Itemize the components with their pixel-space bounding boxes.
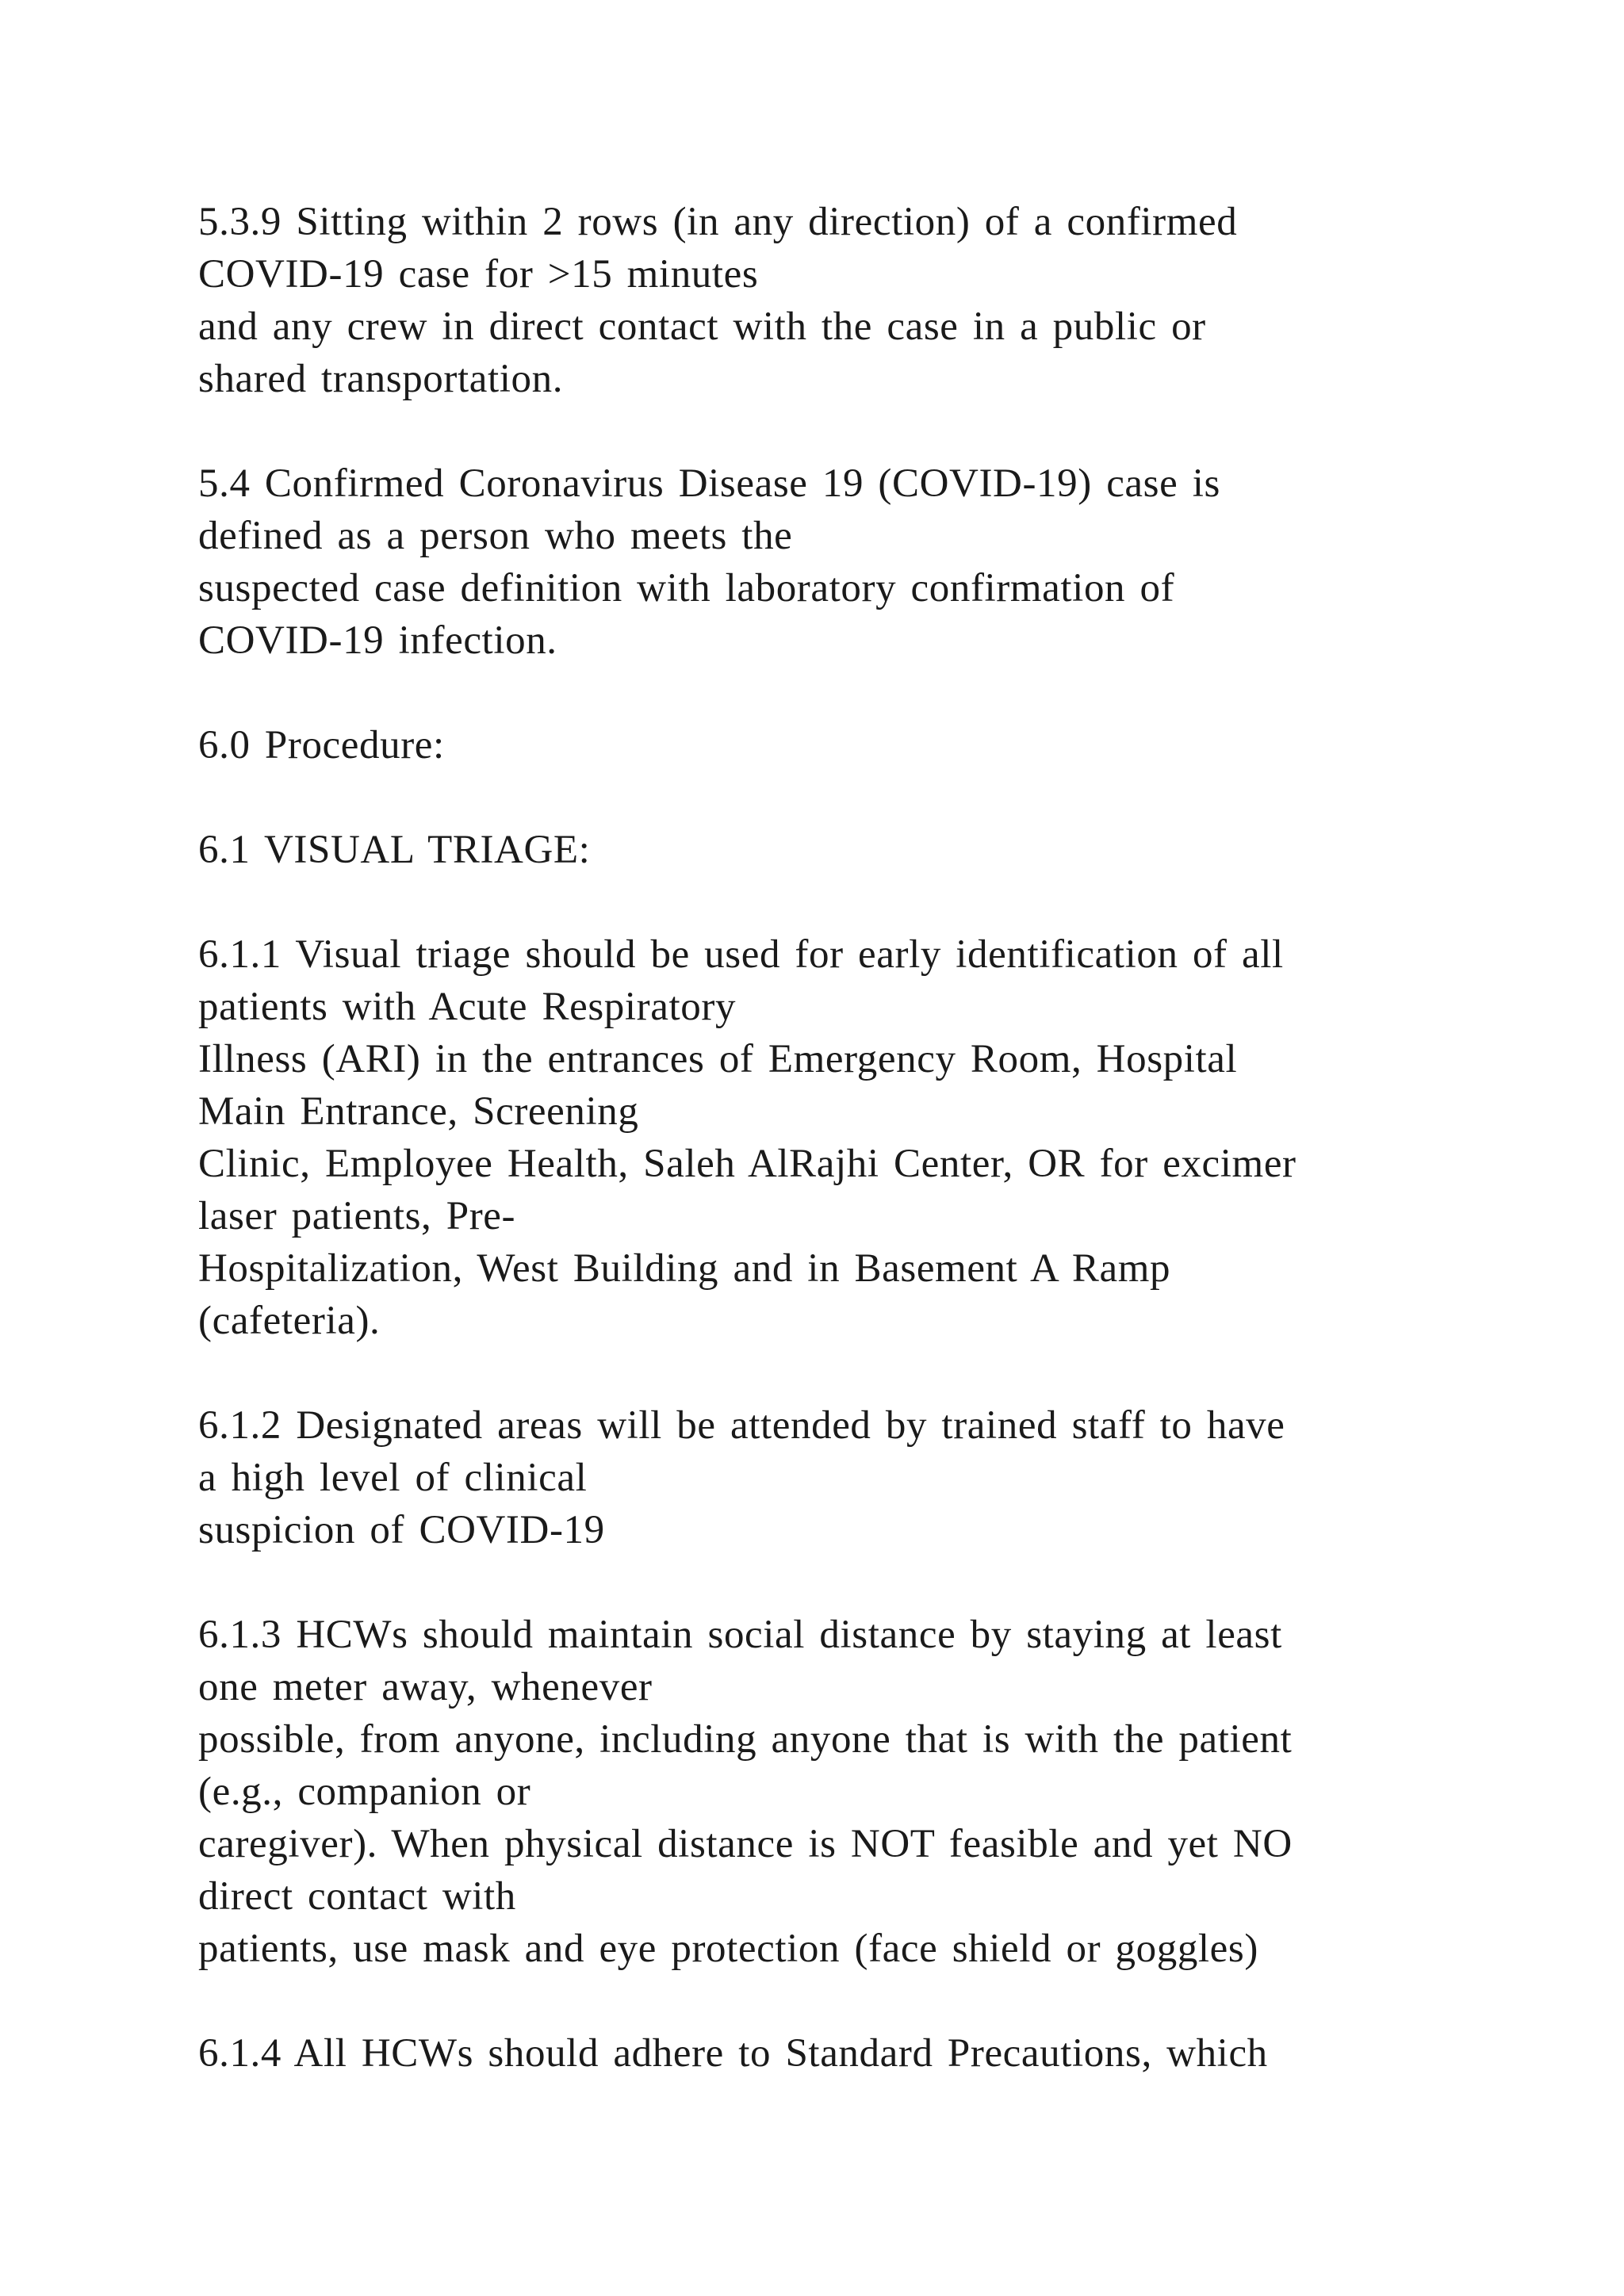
paragraph-6-1-3 (198, 1609, 1499, 1975)
text-line: Illness (ARI) in the entrances of Emergency Room, Hospital (198, 1037, 1238, 1081)
text-line: 5.4 Confirmed Coronavirus Disease 19 (COVID-19) case is (198, 461, 1220, 506)
text-line: direct contact with (198, 1874, 516, 1919)
text-line: a high level of clinical (198, 1456, 588, 1500)
text-line: laser patients, Pre- (198, 1194, 516, 1238)
text-line: 5.3.9 Sitting within 2 rows (in any direction) of a confirmed (198, 200, 1238, 244)
text-line: patients, use mask and eye protection (face shield or goggles) (198, 1927, 1258, 1971)
text-line: caregiver). When physical distance is NOT feasible and yet NO (198, 1822, 1293, 1866)
paragraph-5-3-9 (198, 196, 1499, 405)
text-line: Clinic, Employee Health, Saleh AlRajhi Center, OR for excimer (198, 1142, 1297, 1186)
text-line: 6.1.1 Visual triage should be used for early identification of all (198, 932, 1284, 977)
text-line: shared transportation. (198, 357, 564, 401)
text-line: (e.g., companion or (198, 1770, 531, 1814)
text-line: Main Entrance, Screening (198, 1089, 639, 1134)
text-line: (cafeteria). (198, 1299, 381, 1343)
text-line: 6.1.4 All HCWs should adhere to Standard Precautions, which (198, 2031, 1268, 2076)
text-line: defined as a person who meets the (198, 514, 793, 558)
text-line: 6.1 VISUAL TRIAGE: (198, 828, 591, 872)
text-line: 6.0 Procedure: (198, 723, 445, 767)
paragraph-6-1-2 (198, 1399, 1499, 1556)
section-heading-6-0 (198, 719, 1499, 771)
paragraph-6-1-4 (198, 2027, 1499, 2080)
text-line: COVID-19 infection. (198, 618, 557, 663)
section-heading-6-1 (198, 824, 1499, 876)
text-line: one meter away, whenever (198, 1665, 653, 1709)
text-line: and any crew in direct contact with the case in a public or (198, 304, 1206, 349)
paragraph-5-4 (198, 457, 1499, 667)
text-line: patients with Acute Respiratory (198, 985, 737, 1029)
text-line: Hospitalization, West Building and in Basement A Ramp (198, 1246, 1171, 1291)
text-line: 6.1.2 Designated areas will be attended by trained staff to have (198, 1403, 1285, 1448)
text-line: suspected case definition with laboratory confirmation of (198, 566, 1175, 610)
text-line: suspicion of COVID-19 (198, 1508, 605, 1552)
text-line: 6.1.3 HCWs should maintain social distance by staying at least (198, 1613, 1282, 1657)
text-line: COVID-19 case for >15 minutes (198, 252, 759, 297)
paragraph-6-1-1 (198, 928, 1499, 1347)
document-body (198, 196, 1499, 2080)
text-line: possible, from anyone, including anyone that is with the patient (198, 1717, 1293, 1762)
